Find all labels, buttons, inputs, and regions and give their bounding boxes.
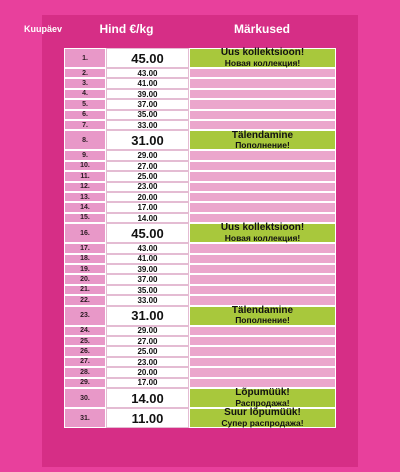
note-cell: [189, 110, 336, 120]
note-cell: [189, 357, 336, 367]
price-cell: 39.00: [106, 264, 189, 274]
header-price: Hind €/kg: [99, 22, 154, 36]
note-cell: [189, 161, 336, 171]
price-cell: 23.00: [106, 357, 189, 367]
price-cell: 14.00: [106, 388, 189, 408]
table-row: [64, 99, 336, 109]
table-row: [64, 192, 336, 202]
day-cell: 8.: [64, 130, 106, 150]
note-cell: [189, 120, 336, 130]
note-cell: [189, 254, 336, 264]
day-cell: 1.: [64, 48, 106, 68]
note-cell: [189, 182, 336, 192]
table-row: [64, 295, 336, 305]
day-cell: 21.: [64, 285, 106, 295]
note-cell: [189, 274, 336, 284]
day-cell: 14.: [64, 202, 106, 212]
day-cell: 2.: [64, 68, 106, 78]
day-cell: 20.: [64, 274, 106, 284]
day-cell: 28.: [64, 367, 106, 377]
day-cell: 27.: [64, 357, 106, 367]
table-row: [64, 171, 336, 181]
note-cell: [189, 202, 336, 212]
price-cell: 27.00: [106, 161, 189, 171]
price-cell: 14.00: [106, 213, 189, 223]
table-row: [64, 243, 336, 253]
price-cell: 31.00: [106, 130, 189, 150]
note-subtitle: Новая коллекция!: [224, 232, 301, 243]
table-row: [64, 48, 336, 68]
table-row: [64, 378, 336, 388]
table-row: [64, 285, 336, 295]
note-cell: [189, 367, 336, 377]
table-row: [64, 68, 336, 78]
note-cell: [189, 48, 336, 68]
note-subtitle: Супер распродажа!: [221, 417, 304, 428]
price-cell: 17.00: [106, 378, 189, 388]
day-cell: 17.: [64, 243, 106, 253]
day-cell: 19.: [64, 264, 106, 274]
day-cell: 13.: [64, 192, 106, 202]
price-cell: 20.00: [106, 192, 189, 202]
table-row: [64, 120, 336, 130]
price-cell: 35.00: [106, 285, 189, 295]
note-subtitle: Пополнение!: [235, 140, 290, 151]
day-cell: 15.: [64, 213, 106, 223]
note-cell: [189, 89, 336, 99]
price-cell: 31.00: [106, 306, 189, 326]
note-title: Tälendamine: [231, 304, 294, 316]
note-cell: [189, 264, 336, 274]
day-cell: 24.: [64, 326, 106, 336]
table-row: [64, 182, 336, 192]
note-cell: [189, 346, 336, 356]
table-row: [64, 357, 336, 367]
day-cell: 9.: [64, 150, 106, 160]
note-cell: [189, 306, 336, 326]
price-cell: 37.00: [106, 274, 189, 284]
note-title: Tälendamine: [231, 129, 294, 141]
table-row: [64, 130, 336, 150]
day-cell: 25.: [64, 336, 106, 346]
note-cell: [189, 336, 336, 346]
price-cell: 25.00: [106, 171, 189, 181]
day-cell: 5.: [64, 99, 106, 109]
note-cell: [189, 130, 336, 150]
price-cell: 11.00: [106, 408, 189, 428]
day-cell: 3.: [64, 78, 106, 88]
table-row: [64, 89, 336, 99]
price-cell: 43.00: [106, 68, 189, 78]
price-cell: 33.00: [106, 120, 189, 130]
note-title: Suur lõpumüük!: [224, 407, 301, 419]
day-cell: 23.: [64, 306, 106, 326]
day-cell: 12.: [64, 182, 106, 192]
day-cell: 16.: [64, 223, 106, 243]
day-cell: 11.: [64, 171, 106, 181]
note-cell: [189, 326, 336, 336]
note-title: Uus kollektsioon!: [220, 222, 305, 234]
table-row: [64, 336, 336, 346]
note-subtitle: Новая коллекция!: [224, 57, 301, 68]
note-cell: [189, 99, 336, 109]
note-cell: [189, 223, 336, 243]
day-cell: 22.: [64, 295, 106, 305]
day-cell: 31.: [64, 408, 106, 428]
note-cell: [189, 78, 336, 88]
header-day: Kuupäev: [23, 24, 62, 34]
day-cell: 6.: [64, 110, 106, 120]
day-cell: 29.: [64, 378, 106, 388]
price-cell: 29.00: [106, 150, 189, 160]
header-notes: Märkused: [233, 22, 291, 36]
table-row: [64, 223, 336, 243]
table-row: [64, 150, 336, 160]
table-row: [64, 306, 336, 326]
table-row: [64, 274, 336, 284]
price-cell: 41.00: [106, 78, 189, 88]
day-cell: 7.: [64, 120, 106, 130]
note-subtitle: Распродажа!: [235, 397, 290, 408]
note-cell: [189, 388, 336, 408]
note-cell: [189, 150, 336, 160]
note-title: Uus kollektsioon!: [220, 47, 305, 59]
table-row: [64, 367, 336, 377]
table-row: [64, 161, 336, 171]
price-cell: 45.00: [106, 223, 189, 243]
note-cell: [189, 192, 336, 202]
table-row: [64, 264, 336, 274]
price-cell: 29.00: [106, 326, 189, 336]
note-cell: [189, 243, 336, 253]
table-row: [64, 254, 336, 264]
price-cell: 17.00: [106, 202, 189, 212]
note-cell: [189, 68, 336, 78]
table-row: [64, 110, 336, 120]
price-cell: 25.00: [106, 346, 189, 356]
price-cell: 43.00: [106, 243, 189, 253]
price-cell: 41.00: [106, 254, 189, 264]
table-row: [64, 78, 336, 88]
note-subtitle: Пополнение!: [235, 315, 290, 326]
price-cell: 27.00: [106, 336, 189, 346]
price-cell: 37.00: [106, 99, 189, 109]
price-cell: 39.00: [106, 89, 189, 99]
day-cell: 26.: [64, 346, 106, 356]
price-cell: 20.00: [106, 367, 189, 377]
table-row: [64, 326, 336, 336]
table-row: [64, 408, 336, 428]
price-cell: 45.00: [106, 48, 189, 68]
note-cell: [189, 285, 336, 295]
price-cell: 35.00: [106, 110, 189, 120]
day-cell: 18.: [64, 254, 106, 264]
table-row: [64, 202, 336, 212]
day-cell: 10.: [64, 161, 106, 171]
day-cell: 30.: [64, 388, 106, 408]
note-cell: [189, 171, 336, 181]
table-row: [64, 346, 336, 356]
note-cell: [189, 408, 336, 428]
price-cell: 23.00: [106, 182, 189, 192]
price-table: [64, 48, 336, 433]
price-cell: 33.00: [106, 295, 189, 305]
note-title: Lõpumüük!: [235, 387, 290, 399]
day-cell: 4.: [64, 89, 106, 99]
table-row: [64, 388, 336, 408]
